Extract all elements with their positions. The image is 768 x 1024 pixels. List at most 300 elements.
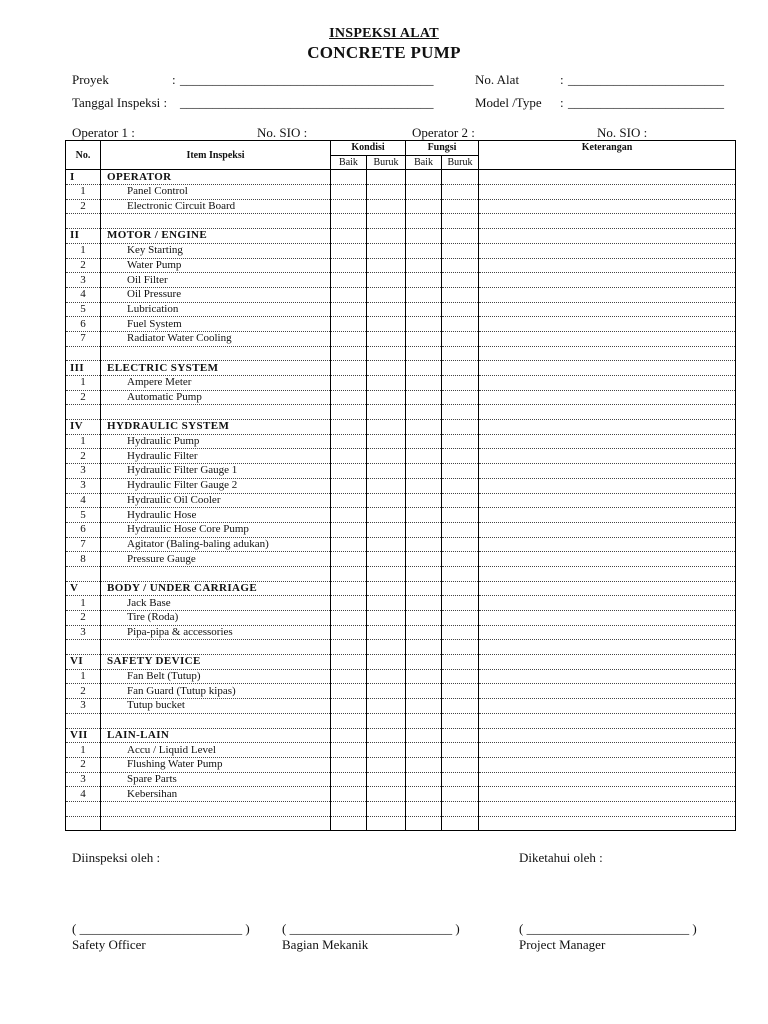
keterangan-cell[interactable] — [479, 566, 736, 581]
kondisi-baik-cell[interactable] — [331, 420, 367, 435]
fungsi-buruk-cell[interactable] — [442, 302, 479, 317]
tanggal-label: Tanggal Inspeksi : — [72, 95, 168, 110]
table-row — [66, 185, 736, 200]
kondisi-baik-cell[interactable] — [331, 801, 367, 816]
fungsi-buruk-cell[interactable] — [442, 699, 479, 714]
row-number — [66, 214, 101, 229]
fungsi-buruk-cell[interactable] — [442, 669, 479, 684]
item-name: Accu / Liquid Level — [101, 743, 331, 758]
row-number: 7 — [66, 331, 101, 346]
fungsi-buruk-cell[interactable] — [442, 361, 479, 376]
kondisi-buruk-cell[interactable] — [367, 699, 406, 714]
kondisi-buruk-cell[interactable] — [367, 449, 406, 464]
proyek-colon: : — [172, 72, 176, 87]
row-number: VII — [66, 728, 101, 743]
keterangan-cell[interactable] — [479, 522, 736, 537]
fungsi-buruk-cell[interactable] — [442, 552, 479, 567]
kondisi-buruk-cell[interactable] — [367, 772, 406, 787]
fungsi-baik-cell[interactable] — [406, 229, 442, 244]
item-name: Ampere Meter — [101, 376, 331, 391]
keterangan-cell[interactable] — [479, 596, 736, 611]
keterangan-cell[interactable] — [479, 214, 736, 229]
role-bagian-mekanik: Bagian Mekanik — [282, 937, 369, 952]
kondisi-buruk-cell[interactable] — [367, 728, 406, 743]
keterangan-cell[interactable] — [479, 243, 736, 258]
kondisi-buruk-cell[interactable] — [367, 214, 406, 229]
kondisi-baik-cell[interactable] — [331, 552, 367, 567]
item-name: Lubrication — [101, 302, 331, 317]
row-number: 3 — [66, 464, 101, 479]
fungsi-baik-cell[interactable] — [406, 728, 442, 743]
kondisi-baik-cell[interactable] — [331, 185, 367, 200]
kondisi-baik-cell[interactable] — [331, 508, 367, 523]
fungsi-buruk-cell[interactable] — [442, 390, 479, 405]
fungsi-buruk-cell[interactable] — [442, 787, 479, 802]
keterangan-cell[interactable] — [479, 185, 736, 200]
kondisi-baik-cell[interactable] — [331, 273, 367, 288]
fungsi-buruk-cell[interactable] — [442, 743, 479, 758]
kondisi-baik-cell[interactable] — [331, 640, 367, 655]
fungsi-baik-cell[interactable] — [406, 552, 442, 567]
kondisi-baik-cell[interactable] — [331, 361, 367, 376]
row-number: V — [66, 581, 101, 596]
kondisi-baik-cell[interactable] — [331, 317, 367, 332]
fungsi-baik-cell[interactable] — [406, 625, 442, 640]
fungsi-baik-cell[interactable] — [406, 243, 442, 258]
row-number: 1 — [66, 243, 101, 258]
fungsi-baik-cell[interactable] — [406, 420, 442, 435]
keterangan-cell[interactable] — [479, 405, 736, 420]
table-row — [66, 684, 736, 699]
fungsi-baik-cell[interactable] — [406, 258, 442, 273]
fungsi-baik-cell[interactable] — [406, 405, 442, 420]
fungsi-baik-cell[interactable] — [406, 493, 442, 508]
signature-line-safety[interactable]: ( _________________________ ) — [72, 921, 250, 936]
fungsi-buruk-cell[interactable] — [442, 566, 479, 581]
kondisi-buruk-cell[interactable] — [367, 258, 406, 273]
keterangan-cell[interactable] — [479, 493, 736, 508]
fungsi-baik-cell[interactable] — [406, 801, 442, 816]
signature-line-pm[interactable]: ( _________________________ ) — [519, 921, 697, 936]
fungsi-baik-cell[interactable] — [406, 170, 442, 185]
kondisi-buruk-cell[interactable] — [367, 596, 406, 611]
keterangan-cell[interactable] — [479, 537, 736, 552]
kondisi-buruk-cell[interactable] — [367, 655, 406, 670]
role-safety-officer: Safety Officer — [72, 937, 146, 952]
row-number: 3 — [66, 699, 101, 714]
signature-line-mekanik[interactable]: ( _________________________ ) — [282, 921, 460, 936]
kondisi-baik-cell[interactable] — [331, 757, 367, 772]
keterangan-cell[interactable] — [479, 699, 736, 714]
table-row — [66, 434, 736, 449]
fungsi-buruk-cell[interactable] — [442, 596, 479, 611]
table-row — [66, 772, 736, 787]
keterangan-cell[interactable] — [479, 816, 736, 831]
keterangan-cell[interactable] — [479, 449, 736, 464]
keterangan-cell[interactable] — [479, 787, 736, 802]
kondisi-baik-cell[interactable] — [331, 376, 367, 391]
kondisi-baik-cell[interactable] — [331, 684, 367, 699]
fungsi-buruk-cell[interactable] — [442, 170, 479, 185]
fungsi-buruk-cell[interactable] — [442, 772, 479, 787]
table-row — [66, 508, 736, 523]
row-number: 2 — [66, 449, 101, 464]
keterangan-cell[interactable] — [479, 376, 736, 391]
kondisi-baik-cell[interactable] — [331, 449, 367, 464]
keterangan-cell[interactable] — [479, 655, 736, 670]
fungsi-baik-cell[interactable] — [406, 787, 442, 802]
table-row — [66, 625, 736, 640]
row-number — [66, 566, 101, 581]
fungsi-baik-cell[interactable] — [406, 317, 442, 332]
kondisi-baik-cell[interactable] — [331, 537, 367, 552]
fungsi-baik-cell[interactable] — [406, 596, 442, 611]
table-row — [66, 596, 736, 611]
kondisi-buruk-cell[interactable] — [367, 302, 406, 317]
keterangan-cell[interactable] — [479, 581, 736, 596]
table-row — [66, 346, 736, 361]
keterangan-cell[interactable] — [479, 287, 736, 302]
kondisi-baik-cell[interactable] — [331, 478, 367, 493]
fungsi-baik-cell[interactable] — [406, 713, 442, 728]
fungsi-buruk-cell[interactable] — [442, 537, 479, 552]
fungsi-buruk-cell[interactable] — [442, 420, 479, 435]
fungsi-buruk-cell[interactable] — [442, 449, 479, 464]
fungsi-buruk-cell[interactable] — [442, 376, 479, 391]
kondisi-baik-cell[interactable] — [331, 772, 367, 787]
row-number: 3 — [66, 625, 101, 640]
fungsi-baik-cell[interactable] — [406, 361, 442, 376]
row-number — [66, 346, 101, 361]
kondisi-buruk-cell[interactable] — [367, 464, 406, 479]
table-row — [66, 611, 736, 626]
kondisi-buruk-cell[interactable] — [367, 405, 406, 420]
item-name: Oil Filter — [101, 273, 331, 288]
keterangan-cell[interactable] — [479, 346, 736, 361]
table-row — [66, 273, 736, 288]
fungsi-baik-cell[interactable] — [406, 757, 442, 772]
fungsi-baik-cell[interactable] — [406, 302, 442, 317]
kondisi-buruk-cell[interactable] — [367, 287, 406, 302]
kondisi-buruk-cell[interactable] — [367, 537, 406, 552]
fungsi-baik-cell[interactable] — [406, 434, 442, 449]
keterangan-cell[interactable] — [479, 743, 736, 758]
fungsi-buruk-cell[interactable] — [442, 611, 479, 626]
keterangan-cell[interactable] — [479, 640, 736, 655]
keterangan-cell[interactable] — [479, 434, 736, 449]
kondisi-buruk-cell[interactable] — [367, 508, 406, 523]
fungsi-buruk-cell[interactable] — [442, 640, 479, 655]
row-number: 1 — [66, 185, 101, 200]
kondisi-buruk-cell[interactable] — [367, 199, 406, 214]
model-colon: : — [560, 95, 564, 110]
fungsi-baik-cell[interactable] — [406, 185, 442, 200]
proyek-field[interactable]: _______________________________________ — [180, 72, 434, 87]
item-name: Fan Guard (Tutup kipas) — [101, 684, 331, 699]
fungsi-baik-cell[interactable] — [406, 772, 442, 787]
kondisi-buruk-cell[interactable] — [367, 743, 406, 758]
fungsi-baik-cell[interactable] — [406, 449, 442, 464]
fungsi-baik-cell[interactable] — [406, 640, 442, 655]
keterangan-cell[interactable] — [479, 317, 736, 332]
fungsi-baik-cell[interactable] — [406, 655, 442, 670]
kondisi-buruk-cell[interactable] — [367, 625, 406, 640]
keterangan-cell[interactable] — [479, 420, 736, 435]
kondisi-buruk-cell[interactable] — [367, 787, 406, 802]
kondisi-buruk-cell[interactable] — [367, 346, 406, 361]
kondisi-baik-cell[interactable] — [331, 522, 367, 537]
form-title: INSPEKSI ALAT — [329, 26, 439, 41]
kondisi-buruk-cell[interactable] — [367, 581, 406, 596]
kondisi-buruk-cell[interactable] — [367, 185, 406, 200]
fungsi-baik-cell[interactable] — [406, 287, 442, 302]
kondisi-buruk-cell[interactable] — [367, 170, 406, 185]
diinspeksi-label: Diinspeksi oleh : — [72, 850, 161, 865]
keterangan-cell[interactable] — [479, 170, 736, 185]
fungsi-buruk-cell[interactable] — [442, 434, 479, 449]
fungsi-baik-cell[interactable] — [406, 346, 442, 361]
kondisi-baik-cell[interactable] — [331, 743, 367, 758]
kondisi-baik-cell[interactable] — [331, 581, 367, 596]
table-row — [66, 537, 736, 552]
kondisi-baik-cell[interactable] — [331, 287, 367, 302]
keterangan-cell[interactable] — [479, 390, 736, 405]
fungsi-buruk-cell[interactable] — [442, 346, 479, 361]
kondisi-baik-cell[interactable] — [331, 787, 367, 802]
fungsi-baik-cell[interactable] — [406, 199, 442, 214]
keterangan-cell[interactable] — [479, 229, 736, 244]
no-alat-colon: : — [560, 72, 564, 87]
fungsi-buruk-cell[interactable] — [442, 185, 479, 200]
row-number: 1 — [66, 596, 101, 611]
kondisi-buruk-cell[interactable] — [367, 684, 406, 699]
kondisi-baik-cell[interactable] — [331, 655, 367, 670]
item-name: Hydraulic Pump — [101, 434, 331, 449]
fungsi-baik-cell[interactable] — [406, 390, 442, 405]
fungsi-buruk-cell[interactable] — [442, 331, 479, 346]
fungsi-baik-cell[interactable] — [406, 537, 442, 552]
item-name: Automatic Pump — [101, 390, 331, 405]
kondisi-buruk-cell[interactable] — [367, 361, 406, 376]
kondisi-buruk-cell[interactable] — [367, 801, 406, 816]
kondisi-buruk-cell[interactable] — [367, 243, 406, 258]
row-number — [66, 713, 101, 728]
kondisi-baik-cell[interactable] — [331, 816, 367, 831]
item-name: Hydraulic Hose Core Pump — [101, 522, 331, 537]
keterangan-cell[interactable] — [479, 684, 736, 699]
keterangan-cell[interactable] — [479, 361, 736, 376]
kondisi-baik-cell[interactable] — [331, 669, 367, 684]
kondisi-baik-cell[interactable] — [331, 170, 367, 185]
keterangan-cell[interactable] — [479, 273, 736, 288]
keterangan-cell[interactable] — [479, 713, 736, 728]
col-header-kondisi: Kondisi — [331, 141, 406, 156]
fungsi-baik-cell[interactable] — [406, 684, 442, 699]
table-row — [66, 713, 736, 728]
kondisi-buruk-cell[interactable] — [367, 434, 406, 449]
kondisi-buruk-cell[interactable] — [367, 757, 406, 772]
fungsi-baik-cell[interactable] — [406, 478, 442, 493]
table-row — [66, 405, 736, 420]
keterangan-cell[interactable] — [479, 302, 736, 317]
kondisi-buruk-cell[interactable] — [367, 640, 406, 655]
kondisi-buruk-cell[interactable] — [367, 522, 406, 537]
row-number: 5 — [66, 302, 101, 317]
fungsi-buruk-cell[interactable] — [442, 405, 479, 420]
kondisi-buruk-cell[interactable] — [367, 713, 406, 728]
keterangan-cell[interactable] — [479, 757, 736, 772]
kondisi-baik-cell[interactable] — [331, 331, 367, 346]
section-title: LAIN-LAIN — [101, 728, 331, 743]
tanggal-field[interactable]: _______________________________________ — [180, 95, 434, 110]
kondisi-baik-cell[interactable] — [331, 229, 367, 244]
kondisi-buruk-cell[interactable] — [367, 390, 406, 405]
item-name: Hydraulic Hose — [101, 508, 331, 523]
kondisi-baik-cell[interactable] — [331, 464, 367, 479]
fungsi-buruk-cell[interactable] — [442, 273, 479, 288]
kondisi-baik-cell[interactable] — [331, 346, 367, 361]
kondisi-baik-cell[interactable] — [331, 699, 367, 714]
kondisi-buruk-cell[interactable] — [367, 566, 406, 581]
keterangan-cell[interactable] — [479, 801, 736, 816]
kondisi-buruk-cell[interactable] — [367, 331, 406, 346]
keterangan-cell[interactable] — [479, 728, 736, 743]
inspection-table — [65, 140, 736, 831]
fungsi-buruk-cell[interactable] — [442, 317, 479, 332]
fungsi-buruk-cell[interactable] — [442, 625, 479, 640]
fungsi-buruk-cell[interactable] — [442, 478, 479, 493]
keterangan-cell[interactable] — [479, 331, 736, 346]
fungsi-buruk-cell[interactable] — [442, 816, 479, 831]
fungsi-baik-cell[interactable] — [406, 508, 442, 523]
kondisi-buruk-cell[interactable] — [367, 229, 406, 244]
keterangan-cell[interactable] — [479, 199, 736, 214]
fungsi-buruk-cell[interactable] — [442, 214, 479, 229]
kondisi-baik-cell[interactable] — [331, 493, 367, 508]
row-number: III — [66, 361, 101, 376]
fungsi-baik-cell[interactable] — [406, 566, 442, 581]
kondisi-baik-cell[interactable] — [331, 728, 367, 743]
fungsi-baik-cell[interactable] — [406, 522, 442, 537]
kondisi-baik-cell[interactable] — [331, 199, 367, 214]
fungsi-buruk-cell[interactable] — [442, 464, 479, 479]
section-row — [66, 420, 736, 435]
fungsi-baik-cell[interactable] — [406, 669, 442, 684]
fungsi-baik-cell[interactable] — [406, 611, 442, 626]
kondisi-baik-cell[interactable] — [331, 625, 367, 640]
col-header-item: Item Inspeksi — [101, 141, 331, 170]
col-header-fungsi-buruk: Buruk — [442, 155, 479, 170]
fungsi-baik-cell[interactable] — [406, 214, 442, 229]
row-number: 8 — [66, 552, 101, 567]
fungsi-baik-cell[interactable] — [406, 816, 442, 831]
keterangan-cell[interactable] — [479, 478, 736, 493]
row-number: 7 — [66, 537, 101, 552]
kondisi-buruk-cell[interactable] — [367, 420, 406, 435]
kondisi-baik-cell[interactable] — [331, 390, 367, 405]
kondisi-baik-cell[interactable] — [331, 405, 367, 420]
form-subtitle: CONCRETE PUMP — [307, 43, 461, 62]
kondisi-buruk-cell[interactable] — [367, 317, 406, 332]
item-name: Electronic Circuit Board — [101, 199, 331, 214]
fungsi-buruk-cell[interactable] — [442, 258, 479, 273]
table-row — [66, 302, 736, 317]
keterangan-cell[interactable] — [479, 464, 736, 479]
fungsi-baik-cell[interactable] — [406, 331, 442, 346]
kondisi-baik-cell[interactable] — [331, 611, 367, 626]
kondisi-buruk-cell[interactable] — [367, 611, 406, 626]
fungsi-buruk-cell[interactable] — [442, 757, 479, 772]
fungsi-buruk-cell[interactable] — [442, 684, 479, 699]
section-row — [66, 581, 736, 596]
fungsi-buruk-cell[interactable] — [442, 493, 479, 508]
row-number: 2 — [66, 390, 101, 405]
fungsi-buruk-cell[interactable] — [442, 508, 479, 523]
fungsi-buruk-cell[interactable] — [442, 728, 479, 743]
table-row — [66, 801, 736, 816]
fungsi-buruk-cell[interactable] — [442, 801, 479, 816]
kondisi-buruk-cell[interactable] — [367, 552, 406, 567]
fungsi-buruk-cell[interactable] — [442, 655, 479, 670]
kondisi-baik-cell[interactable] — [331, 566, 367, 581]
keterangan-cell[interactable] — [479, 552, 736, 567]
fungsi-buruk-cell[interactable] — [442, 713, 479, 728]
kondisi-baik-cell[interactable] — [331, 243, 367, 258]
fungsi-baik-cell[interactable] — [406, 273, 442, 288]
kondisi-baik-cell[interactable] — [331, 258, 367, 273]
fungsi-baik-cell[interactable] — [406, 743, 442, 758]
section-title: HYDRAULIC SYSTEM — [101, 420, 331, 435]
kondisi-baik-cell[interactable] — [331, 434, 367, 449]
keterangan-cell[interactable] — [479, 772, 736, 787]
fungsi-buruk-cell[interactable] — [442, 287, 479, 302]
kondisi-buruk-cell[interactable] — [367, 816, 406, 831]
col-header-keterangan: Keterangan — [479, 141, 736, 170]
keterangan-cell[interactable] — [479, 611, 736, 626]
kondisi-buruk-cell[interactable] — [367, 478, 406, 493]
fungsi-baik-cell[interactable] — [406, 581, 442, 596]
keterangan-cell[interactable] — [479, 508, 736, 523]
kondisi-baik-cell[interactable] — [331, 596, 367, 611]
fungsi-buruk-cell[interactable] — [442, 199, 479, 214]
row-number — [66, 640, 101, 655]
fungsi-buruk-cell[interactable] — [442, 243, 479, 258]
model-field[interactable]: ________________________ — [568, 95, 724, 110]
kondisi-baik-cell[interactable] — [331, 713, 367, 728]
keterangan-cell[interactable] — [479, 258, 736, 273]
row-number: 3 — [66, 478, 101, 493]
row-number: 2 — [66, 684, 101, 699]
item-name — [101, 566, 331, 581]
kondisi-baik-cell[interactable] — [331, 214, 367, 229]
item-name: Fan Belt (Tutup) — [101, 669, 331, 684]
fungsi-buruk-cell[interactable] — [442, 229, 479, 244]
kondisi-baik-cell[interactable] — [331, 302, 367, 317]
no-alat-field[interactable]: ________________________ — [568, 72, 724, 87]
kondisi-buruk-cell[interactable] — [367, 669, 406, 684]
col-header-kondisi-baik: Baik — [331, 155, 367, 170]
kondisi-buruk-cell[interactable] — [367, 376, 406, 391]
fungsi-baik-cell[interactable] — [406, 376, 442, 391]
fungsi-buruk-cell[interactable] — [442, 581, 479, 596]
kondisi-buruk-cell[interactable] — [367, 273, 406, 288]
fungsi-buruk-cell[interactable] — [442, 522, 479, 537]
keterangan-cell[interactable] — [479, 625, 736, 640]
fungsi-baik-cell[interactable] — [406, 699, 442, 714]
fungsi-baik-cell[interactable] — [406, 464, 442, 479]
keterangan-cell[interactable] — [479, 669, 736, 684]
kondisi-buruk-cell[interactable] — [367, 493, 406, 508]
